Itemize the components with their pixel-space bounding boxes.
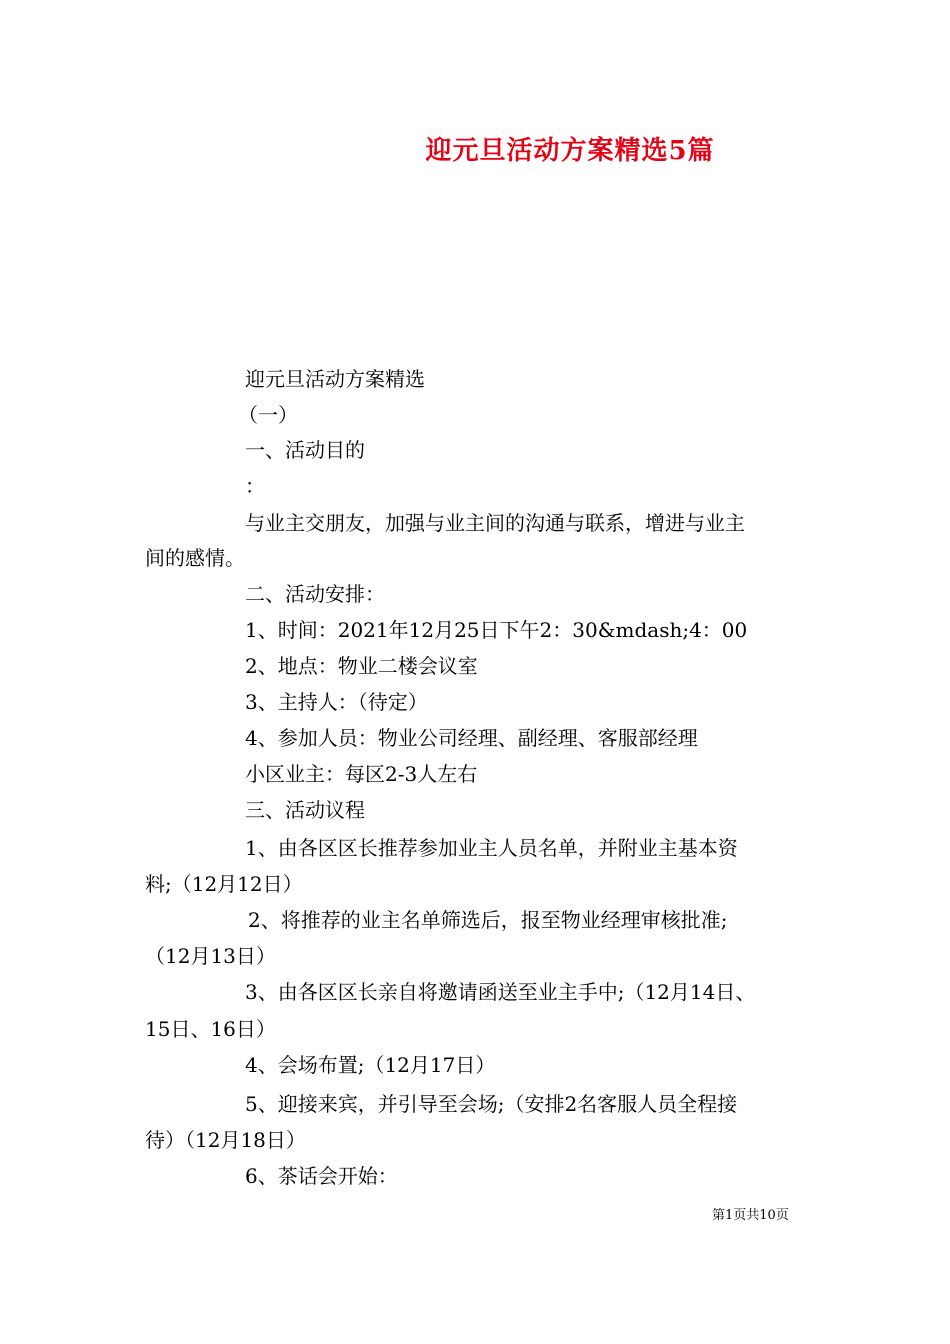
body-line: 待）（12月18日） (145, 1128, 306, 1152)
body-line: 5、迎接来宾，并引导至会场;（安排2名客服人员全程接 (245, 1092, 738, 1116)
body-line: 2、将推荐的业主名单筛选后，报至物业经理审核批准; (248, 908, 728, 932)
body-line: 15日、16日） (145, 1017, 276, 1041)
page-number-footer: 第1页共10页 (712, 1208, 789, 1223)
body-line: （12月13日） (145, 944, 276, 968)
body-line: 一、活动目的 (245, 438, 365, 462)
body-line: 小区业主：每区2-3人左右 (245, 762, 478, 786)
body-line: 3、由各区区长亲自将邀请函送至业主手中;（12月14日、 (245, 980, 756, 1004)
body-line: （一） (238, 403, 298, 427)
body-line: 料;（12月12日） (145, 872, 303, 896)
body-line: 迎元旦活动方案精选 (245, 367, 425, 391)
body-line: 1、由各区区长推荐参加业主人员名单，并附业主基本资 (245, 836, 738, 860)
body-line: 4、会场布置;（12月17日） (245, 1053, 496, 1077)
document-title: 迎元旦活动方案精选5篇 (425, 136, 715, 166)
body-line: 与业主交朋友，加强与业主间的沟通与联系，增进与业主 (245, 511, 745, 535)
body-line: 三、活动议程 (245, 798, 365, 822)
body-line: 间的感情。 (145, 546, 245, 570)
body-line: 3、主持人：（待定） (245, 690, 428, 714)
body-line: 6、茶话会开始： (245, 1164, 398, 1188)
body-line: 2、地点：物业二楼会议室 (245, 654, 478, 678)
body-line: 1、时间：2021年12月25日下午2：30&mdash;4：00 (245, 618, 748, 642)
body-line: ： (245, 474, 265, 498)
body-line: 4、参加人员：物业公司经理、副经理、客服部经理 (245, 726, 698, 750)
body-line: 二、活动安排： (245, 582, 385, 606)
